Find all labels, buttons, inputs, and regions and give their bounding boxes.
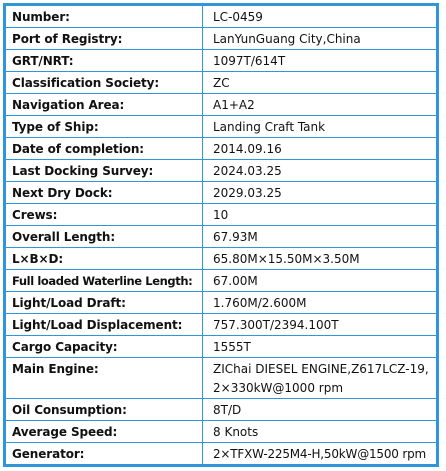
spec-label: GRT/NRT: [6,50,203,72]
spec-label: Overall Length: [6,226,203,248]
spec-row-draft [6,292,437,314]
spec-label: Next Dry Dock: [6,182,203,204]
spec-label: Oil Consumption: [6,399,203,421]
spec-label: Generator: [6,443,203,465]
spec-label: Full loaded Waterline Length: [6,270,203,292]
spec-label: Cargo Capacity: [6,336,203,358]
spec-label: Port of Registry: [6,28,203,50]
spec-row-number [6,6,437,28]
spec-label: L×B×D: [6,248,203,270]
spec-label: Main Engine: [6,358,203,399]
spec-value: Landing Craft Tank [203,116,437,138]
spec-row-crews [6,204,437,226]
spec-row-grt-nrt [6,50,437,72]
spec-label: Light/Load Displacement: [6,314,203,336]
spec-value: 10 [203,204,437,226]
spec-value: 1097T/614T [203,50,437,72]
spec-row-waterline-length [6,270,437,292]
spec-row-classification-society [6,72,437,94]
spec-label: Type of Ship: [6,116,203,138]
spec-row-overall-length [6,226,437,248]
spec-value: 1555T [203,336,437,358]
spec-value: 2014.09.16 [203,138,437,160]
spec-value: LC-0459 [203,6,437,28]
spec-label: Last Docking Survey: [6,160,203,182]
spec-row-lbd [6,248,437,270]
spec-value: ZC [203,72,437,94]
spec-row-date-of-completion [6,138,437,160]
spec-value: 757.300T/2394.100T [203,314,437,336]
spec-label: Classification Society: [6,72,203,94]
spec-label: Date of completion: [6,138,203,160]
spec-value: 67.00M [203,270,437,292]
spec-value: 2024.03.25 [203,160,437,182]
spec-row-port-of-registry [6,28,437,50]
spec-value: 8 Knots [203,421,437,443]
spec-row-average-speed [6,421,437,443]
spec-label: Average Speed: [6,421,203,443]
vessel-spec-table [5,5,437,465]
spec-value: 2029.03.25 [203,182,437,204]
spec-row-displacement [6,314,437,336]
spec-value: 1.760M/2.600M [203,292,437,314]
spec-value: 65.80M×15.50M×3.50M [203,248,437,270]
spec-row-generator [6,443,437,465]
spec-row-navigation-area [6,94,437,116]
spec-value: A1+A2 [203,94,437,116]
spec-row-type-of-ship [6,116,437,138]
spec-value: LanYunGuang City,China [203,28,437,50]
spec-label: Navigation Area: [6,94,203,116]
spec-row-cargo-capacity [6,336,437,358]
spec-value-line-2: 2×330kW@1000 rpm [213,381,344,395]
spec-value: 8T/D [203,399,437,421]
spec-value-line-1: ZIChai DIESEL ENGINE,Z617LCZ-19, [213,362,429,376]
spec-value: 2×TFXW-225M4-H,50kW@1500 rpm [203,443,437,465]
spec-row-next-dry-dock [6,182,437,204]
spec-row-main-engine [6,358,437,399]
spec-label: Number: [6,6,203,28]
spec-row-oil-consumption [6,399,437,421]
vessel-spec-sheet [3,3,439,467]
spec-value [203,358,437,399]
spec-label: Crews: [6,204,203,226]
spec-value: 67.93M [203,226,437,248]
spec-label: Light/Load Draft: [6,292,203,314]
spec-row-last-docking-survey [6,160,437,182]
